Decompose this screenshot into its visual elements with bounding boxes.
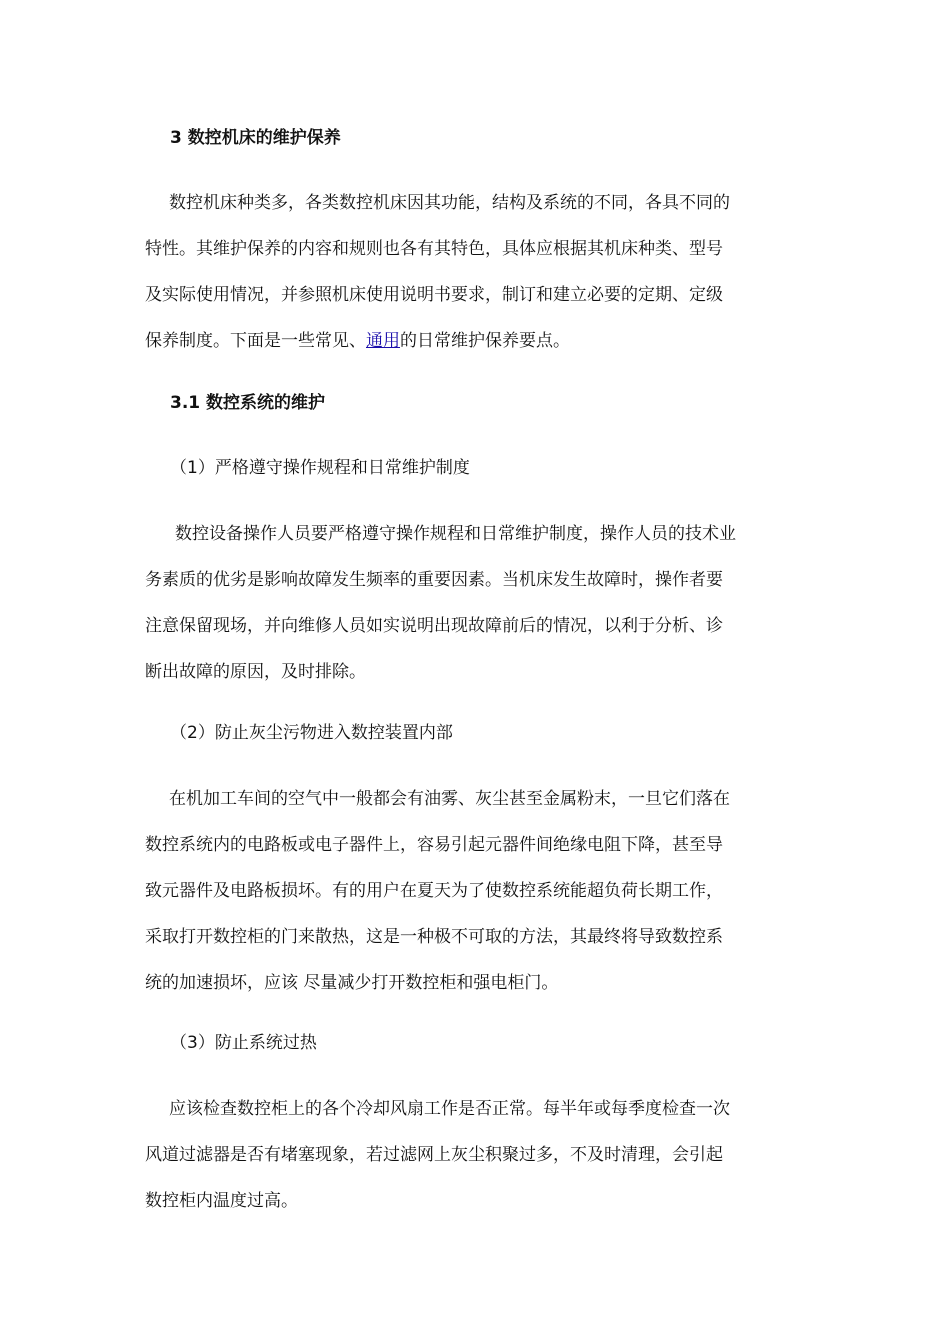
- text-segment: 保养制度。下面是一些常见、: [145, 331, 366, 351]
- paragraph-line: 风道过滤器是否有堵塞现象，若过滤网上灰尘积聚过多，不及时清理，会引起: [145, 1145, 723, 1165]
- general-link[interactable]: 通用: [366, 331, 400, 351]
- paragraph-line: 应该检查数控柜上的各个冷却风扇工作是否正常。每半年或每季度检查一次: [169, 1099, 730, 1119]
- paragraph-line: 数控系统内的电路板或电子器件上，容易引起元器件间绝缘电阻下降，甚至导: [145, 835, 723, 855]
- paragraph-line: 采取打开数控柜的门来散热，这是一种极不可取的方法，其最终将导致数控系: [145, 927, 723, 947]
- item-1-paragraph: [145, 511, 815, 695]
- paragraph-line: 特性。其维护保养的内容和规则也各有其特色，具体应根据其机床种类、型号: [145, 239, 723, 259]
- paragraph-line: 断出故障的原因，及时排除。: [145, 662, 366, 682]
- item-3-title: （3）防止系统过热: [170, 1033, 317, 1053]
- paragraph-line: 数控柜内温度过高。: [145, 1191, 298, 1211]
- section-3-1-heading: 3.1 数控系统的维护: [170, 393, 326, 413]
- paragraph-line: 数控设备操作人员要严格遵守操作规程和日常维护制度，操作人员的技术业: [175, 524, 736, 544]
- paragraph-line: 在机加工车间的空气中一般都会有油雾、灰尘甚至金属粉末，一旦它们落在: [169, 789, 730, 809]
- text-segment: 的日常维护保养要点。: [400, 331, 570, 351]
- paragraph-line: 务素质的优劣是影响故障发生频率的重要因素。当机床发生故障时，操作者要: [145, 570, 723, 590]
- paragraph-line: 数控机床种类多，各类数控机床因其功能，结构及系统的不同，各具不同的: [169, 193, 730, 213]
- item-3-paragraph: [145, 1086, 815, 1224]
- item-2-paragraph: [145, 776, 815, 1006]
- section-3-heading: 3 数控机床的维护保养: [170, 128, 341, 148]
- item-1-title: （1）严格遵守操作规程和日常维护制度: [170, 458, 470, 478]
- paragraph-line: 注意保留现场，并向维修人员如实说明出现故障前后的情况，以利于分析、诊: [145, 616, 723, 636]
- paragraph-line: [145, 318, 815, 364]
- paragraph-line: 统的加速损坏，应该 尽量减少打开数控柜和强电柜门。: [145, 973, 559, 993]
- paragraph-line: 及实际使用情况，并参照机床使用说明书要求，制订和建立必要的定期、定级: [145, 285, 723, 305]
- paragraph-line: 致元器件及电路板损坏。有的用户在夏天为了使数控系统能超负荷长期工作，: [145, 881, 723, 901]
- item-2-title: （2）防止灰尘污物进入数控装置内部: [170, 723, 453, 743]
- section-3-intro-paragraph: [145, 180, 815, 364]
